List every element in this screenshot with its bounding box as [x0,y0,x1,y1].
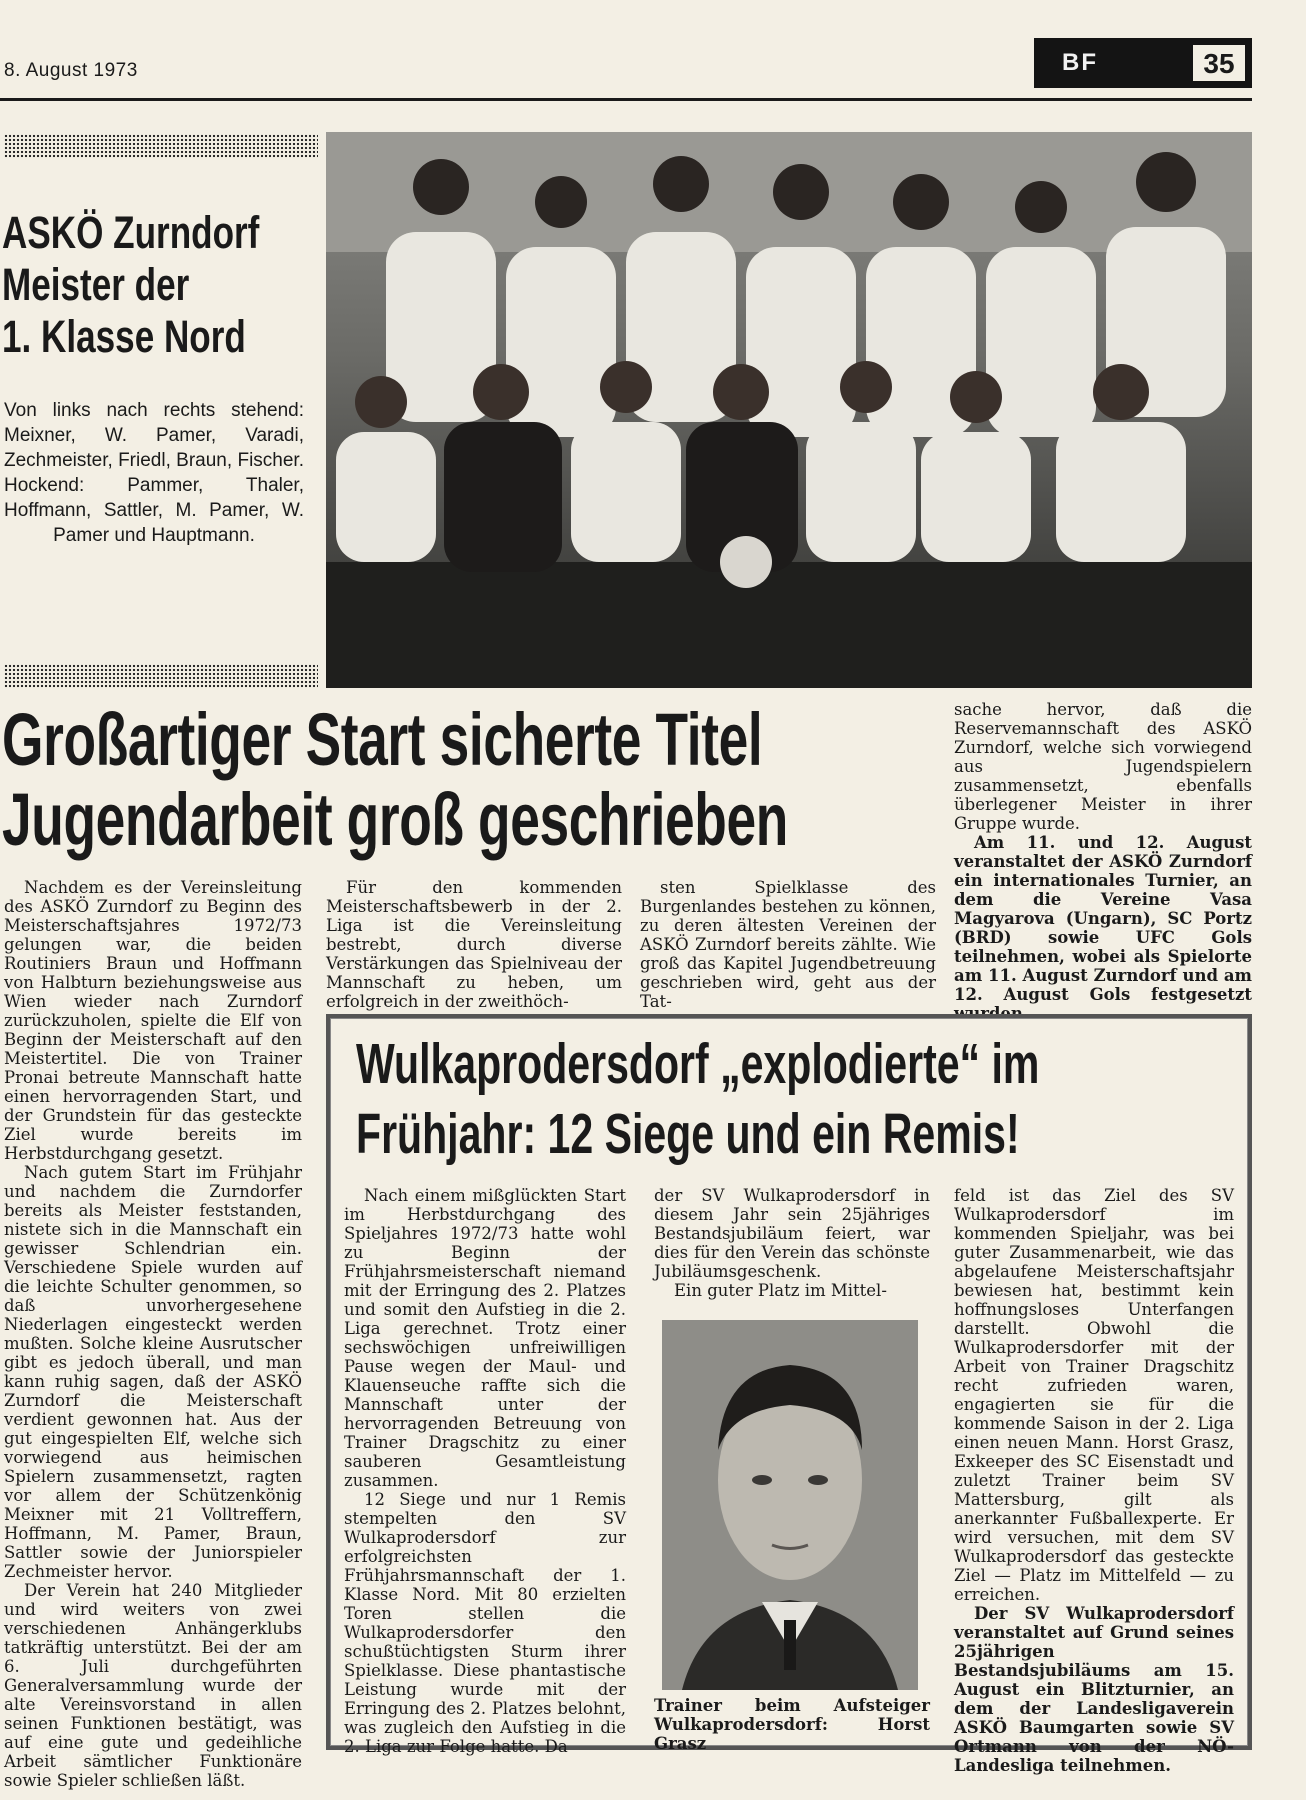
article-column-2 [326,878,622,1011]
kicker [2,207,322,364]
portrait-photo-icon [662,1320,918,1690]
article-column-3 [640,878,936,1011]
portrait-caption: Trainer beim Aufsteiger Wulkaprodersdorf: Horst Grasz [654,1696,930,1753]
box-column-3 [954,1186,1234,1775]
paragraph: sache hervor, daß die Reservemannschaft des ASKÖ Zurndorf, welche sich vorwiegend aus Jugendspielern zusammensetzt, ebenfalls überlegener Meister in ihrer Gruppe wurde. [954,700,1252,833]
kicker-line: ASKÖ Zurndorf [2,207,260,258]
headline-line: Großartiger Start sicherte Titel [2,698,763,781]
page-number: 35 [1190,42,1248,84]
dotted-bar-top [4,134,318,158]
main-headline [2,700,931,860]
paragraph: Für den kommenden Meisterschaftsbewerb in der 2. Liga ist die Vereinsleitung bestrebt, durch diverse Verstärkungen das Spielniveau der Mannschaft zu heben, um erfolgreich in der zweithöch- [326,878,622,1011]
article-column-4 [954,700,1252,1023]
box-column-2 [654,1186,930,1300]
paragraph: 12 Siege und nur 1 Remis stempelten den SV Wulkaprodersdorf zur erfolgreichsten Frühjahrsmannschaft der 1. Klasse Nord. Mit 80 erzielten Toren stellen die Wulkaprodersdorfer den schußtüchtigsten Sturm ihrer Spielklasse. Diese phantastische Leistung wurde mit der Erringung des 2. Platzes belohnt, was zugleich den Aufstieg in die 2. Liga zur Folge hatte. Da [344,1490,626,1756]
paragraph: Nachdem es der Vereinsleitung des ASKÖ Zurndorf zu Beginn des Meisterschaftsjahres 1972/73 gelungen war, die beiden Routiniers Braun und Hoffmann von Halbturn beziehungsweise aus Wien wieder nach Zurndorf zurückzuholen, spielte die Elf von Beginn der Meisterschaft auf den Meistertitel. Die von Trainer Pronai betreute Mannschaft hatte einen hervorragenden Start, und der Grundstein für das gesteckte Ziel wurde bereits im Herbstdurchgang gesetzt. [4,878,302,1163]
paragraph-bold [954,1604,1234,1775]
bold-text: Der SV Wulkaprodersdorf veranstaltet auf Grund seines 25jährigen Bestandsjubiläums am 15. August ein Blitzturnier, an dem der Landesligaverein ASKÖ Baumgarten sowie SV Ortmann von der NÖ-Landesliga teilnehmen. [954,1604,1234,1775]
issue-date: 8. August 1973 [4,60,138,81]
paragraph: feld ist das Ziel des SV Wulkaprodersdorf im kommenden Spieljahr, was bei guter Zusammenarbeit, wie das abgelaufene Meisterschaftsjahr bewiesen hat, bestimmt kein hoffnungsloses Unterfangen darstellt. Obwohl die Wulkaprodersdorfer mit der Arbeit von Trainer Dragschitz recht zufrieden waren, engagierten sie für die kommende Saison in der 2. Liga einen neuen Mann. Horst Grasz, Exkeeper des SC Eisenstadt und zuletzt Trainer beim SV Mattersburg, gilt als anerkannter Fußballexperte. Er wird versuchen, mit dem SV Wulkaprodersdorf das gesteckte Ziel — Platz im Mittelfeld — zu erreichen. [954,1186,1234,1604]
headline-line: Wulkaprodersdorf „explodierte“ im [356,1032,1040,1096]
box-column-1 [344,1186,626,1756]
headline-line: Jugendarbeit groß geschrieben [2,777,788,861]
headline-line: Frühjahr: 12 Siege und ein Remis! [356,1101,1020,1166]
paragraph: Ein guter Platz im Mittel- [674,1281,887,1300]
section-label: BF [1062,49,1098,76]
paragraph: Der Verein hat 240 Mitglieder und wird weiters von zwei verschiedenen Anhängerklubs tatkräftig unterstützt. Bei der am 6. Juli durchgeführten Generalversammlung wurde der alte Vereinsvorstand in allen seinen Funktionen bestätigt, was auf eine gute und gedeihliche Arbeit sämtlicher Funktionäre sowie Spieler schließen läßt. [4,1581,302,1790]
dotted-bar-bottom [4,664,318,688]
paragraph: Nach einem mißglückten Start im Herbstdurchgang des Spieljahres 1972/73 hatte wohl zu Beginn der Frühjahrsmeisterschaft niemand mit der Erringung des 2. Platzes und somit den Aufstieg in die 2. Liga gerechnet. Trotz einer sechswöchigen unfreiwilligen Pause wegen der Maul- und Klauenseuche raffte sich die Mannschaft unter der hervorragenden Betreuung von Trainer Dragschitz zu einer sauberen Gesamtleistung zusammen. [344,1186,626,1490]
kicker-line: 1. Klasse Nord [2,311,246,363]
bold-text: Am 11. und 12. August veranstaltet der ASKÖ Zurndorf ein internationales Turnier, an dem die Vereine Vasa Magyarova (Ungarn), SC Portz (BRD) sowie UFC Gols teilnehmen, wobei als Spielorte am 11. August Zurndorf und am 12. August Gols festgesetzt wurden. [954,833,1252,1023]
paragraph-bold [954,833,1252,1023]
kicker-line: Meister der [2,259,190,311]
article-column-1 [4,878,302,1790]
paragraph: der SV Wulkaprodersdorf in diesem Jahr sein 25jähriges Bestandsjubiläum feiert, war dies für den Verein das schönste Jubiläumsgeschenk. [654,1186,930,1281]
paragraph: Nach gutem Start im Frühjahr und nachdem die Zurndorfer bereits als Meister feststanden, nistete sich in die Mannschaft ein gewisser Schlendrian ein. Verschiedene Spiele wurden auf die leichte Schulter genommen, so daß unvorhergesehene Niederlagen eingesteckt werden mußten. Solche kleine Ausrutscher gibt es jedoch überall, und man kann ruhig sagen, daß der ASKÖ Zurndorf die Meisterschaft verdient gewonnen hat. Aus der gut eingespielten Elf, welche sich vorwiegend aus heimischen Spielern zusammensetzt, ragten vor allem der Schützenkönig Meixner mit 21 Volltreffern, Hoffmann, M. Pamer, Braun, Sattler sowie der Juniorspieler Zechmeister hervor. [4,1163,302,1581]
box-headline [356,1030,1206,1169]
photo-caption: Von links nach rechts stehend: Meixner, W. Pamer, Varadi, Zechmeister, Friedl, Braun, Fischer. Hockend: Pammer, Thaler, Hoffmann, Sattler, M. Pamer, W. Pamer und Hauptmann. [4,400,304,547]
paragraph: sten Spielklasse des Burgenlandes bestehen zu können, zu deren ältesten Vereinen der ASKÖ Zurndorf bereits zählte. Wie groß das Kapitel Jugendbetreuung geschrieben wird, geht aus der Tat- [640,878,936,1011]
header-rule [0,98,1252,101]
team-photo-icon [326,132,1252,688]
